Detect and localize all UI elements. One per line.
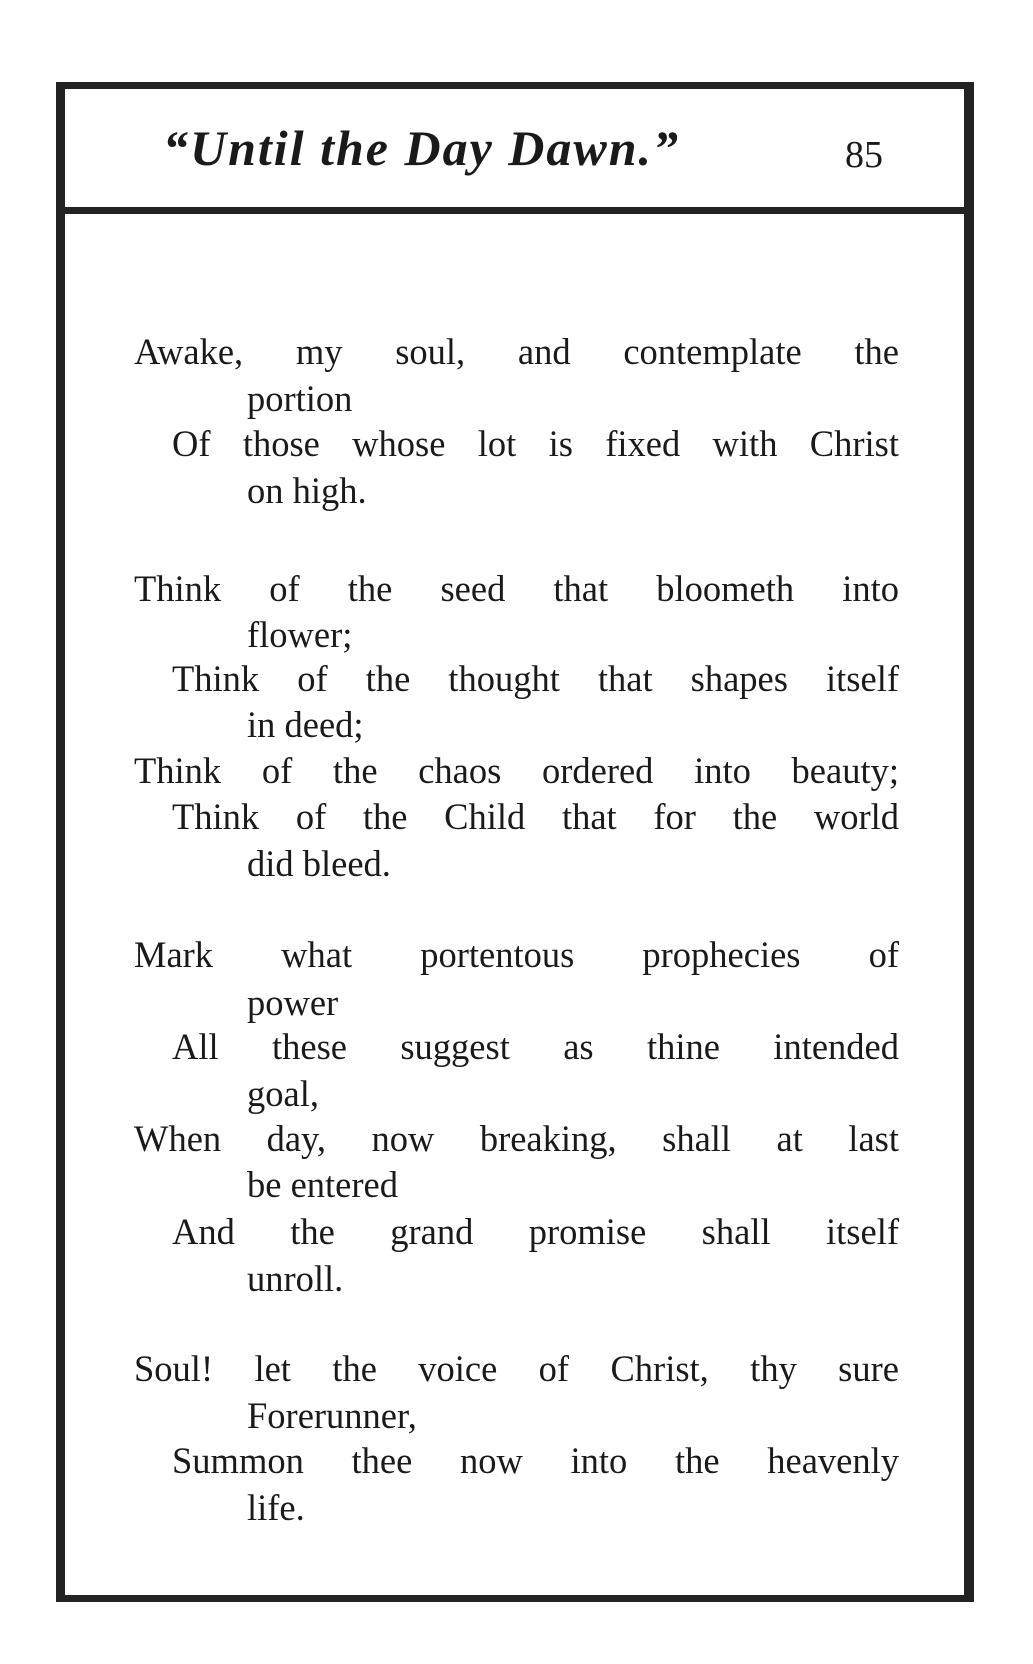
poem-line-continuation: life.	[247, 1487, 305, 1528]
poem-line: Soul! let the voice of Christ, thy sure	[134, 1348, 899, 1389]
poem-line-continuation: power	[247, 982, 339, 1023]
poem-line-continuation: in deed;	[247, 704, 364, 745]
poem-line: Think of the seed that bloometh into	[134, 568, 899, 609]
poem-line-continuation: goal,	[247, 1073, 319, 1114]
poem-line-continuation: unroll.	[247, 1258, 344, 1299]
poem-line: Summon thee now into the heavenly	[172, 1440, 899, 1481]
poem-line-continuation: portion	[247, 378, 353, 419]
poem-line: Of those whose lot is fixed with Christ	[172, 423, 899, 464]
poem-line-continuation: be entered	[247, 1164, 398, 1205]
poem-line: Mark what portentous prophecies of	[134, 934, 899, 975]
page-number: 85	[845, 134, 883, 176]
poem-line-continuation: on high.	[247, 470, 367, 511]
poem-line: Awake, my soul, and contemplate the	[134, 331, 899, 372]
poem-line-continuation: did bleed.	[247, 843, 391, 884]
running-header	[65, 89, 964, 214]
poem-line-continuation: Forerunner,	[247, 1395, 417, 1436]
poem-line: When day, now breaking, shall at last	[134, 1118, 899, 1159]
poem-line: And the grand promise shall itself	[172, 1211, 899, 1252]
poem-line: Think of the thought that shapes itself	[172, 658, 899, 699]
poem-line: All these suggest as thine intended	[172, 1026, 899, 1067]
page-frame	[56, 82, 974, 1602]
poem-line: Think of the Child that for the world	[172, 796, 899, 837]
running-title: “Until the Day Dawn.”	[163, 120, 681, 176]
poem-line-continuation: flower;	[247, 614, 353, 655]
poem-line: Think of the chaos ordered into beauty;	[134, 750, 899, 791]
poem-body	[65, 214, 964, 1595]
